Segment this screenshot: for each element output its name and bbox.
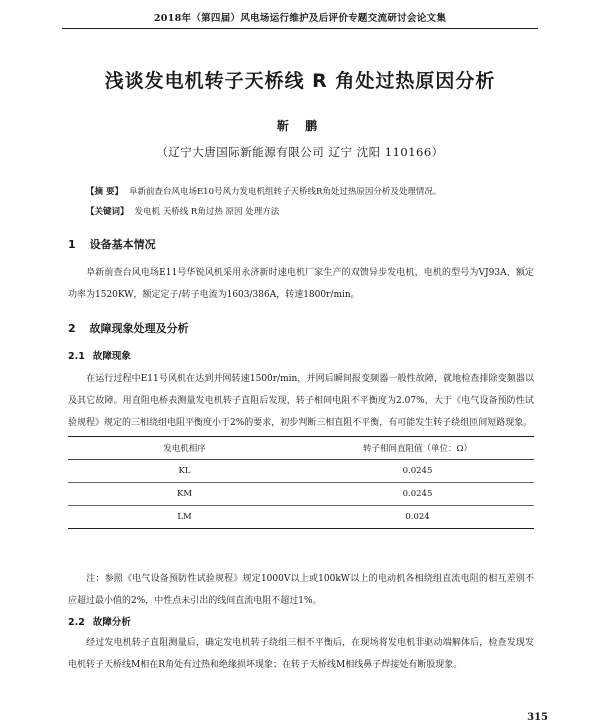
section-2-1-title: 故障现象 — [92, 351, 131, 362]
table-row — [68, 506, 534, 529]
table-row — [68, 460, 534, 483]
rotor-resistance-table — [68, 436, 534, 529]
keywords-text: 发电机 天桥线 R角过热 原因 处理方法 — [134, 207, 280, 217]
section-2-2-heading — [68, 614, 131, 628]
section-2-heading — [68, 320, 189, 336]
section-1-number: 1 — [68, 238, 76, 251]
section-2-1-paragraph — [68, 368, 534, 434]
author: 靳 鹏 — [276, 119, 324, 133]
section-2-2-text: 经过发电机转子直阻测量后，确定发电机转子绕组三相不平衡后，在现场将发电机非驱动端解体后，检查发现发电机转子天桥线M相在R角处有过热和绝缘损坏现象；在转子天桥线M相线鼻子焊接处有断股现象。 — [68, 638, 534, 670]
section-1-text: 阜新前查台风电场E11号华锐风机采用永济新时速电机厂家生产的双馈异步发电机，电机的型号为VJ93A，额定功率为1520KW，额定定子/转子电流为1603/386A，转速1800r/min。 — [68, 268, 534, 300]
abstract — [86, 185, 441, 197]
section-2-1-number: 2.1 — [68, 351, 85, 362]
abstract-label: 【摘 要】 — [86, 187, 123, 197]
section-2-title: 故障现象处理及分析 — [89, 322, 189, 335]
section-2-2-number: 2.2 — [68, 617, 85, 628]
table-header-phase: 发电机相序 — [163, 444, 206, 454]
table-cell-resistance: 0.0245 — [402, 489, 433, 499]
table-cell-resistance: 0.024 — [405, 512, 430, 522]
section-2-1-text: 在运行过程中E11号风机在达到并网转速1500r/min，并网后瞬间报变频器一般性故障，就地检查排除变频器以及其它故障。用直阻电桥表测量发电机转子直阻后发现，转子相间电阻不平衡度为2.07%，大于《电气设备预防性试验规程》规定的三相绕组电阻平衡度小于2%的要求，初步判断三相直阻不平衡，有可能发生转子绕组匝间短路现象。 — [68, 374, 534, 428]
section-2-2-title: 故障分析 — [92, 617, 131, 628]
keywords — [86, 205, 279, 217]
section-2-number: 2 — [68, 322, 76, 335]
table-cell-resistance: 0.0245 — [402, 466, 433, 476]
running-header: 2018年（第四届）风电场运行维护及后评价专题交流研讨会论文集 — [62, 10, 538, 29]
abstract-text: 阜新前查台风电场E10号风力发电机组转子天桥线R角处过热原因分析及处理情况。 — [128, 187, 442, 197]
section-1-paragraph — [68, 262, 534, 306]
table-cell-phase: LM — [177, 512, 192, 522]
table-header-resistance: 转子相间直阻值（单位：Ω） — [362, 444, 473, 454]
keywords-label: 【关键词】 — [86, 207, 129, 217]
table-cell-phase: KM — [176, 489, 193, 499]
section-1-heading — [68, 236, 156, 252]
table-row — [68, 483, 534, 506]
section-1-title: 设备基本情况 — [89, 238, 156, 251]
affiliation: （辽宁大唐国际新能源有限公司 辽宁 沈阳 110166） — [156, 145, 444, 159]
table-cell-phase: KL — [178, 466, 191, 476]
table-note-text: 注：参照《电气设备预防性试验规程》规定1000V以上或100kW以上的电动机各相绕组直流电阻的相互差别不应超过最小值的2%，中性点未引出的线间直流电阻不超过1%。 — [68, 574, 534, 606]
section-2-2-paragraph — [68, 632, 534, 676]
page-number: 315 — [527, 712, 548, 723]
section-2-1-heading — [68, 348, 131, 362]
table-note — [68, 568, 534, 612]
paper-title: 浅谈发电机转子天桥线 R 角处过热原因分析 — [104, 70, 496, 92]
table-header-row — [68, 437, 534, 460]
